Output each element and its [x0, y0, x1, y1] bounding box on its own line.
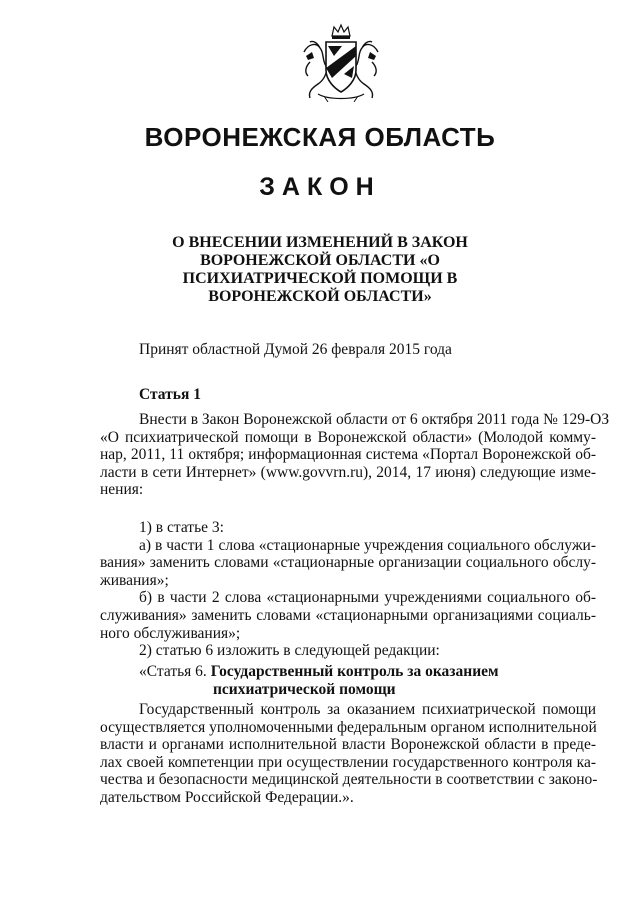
text-line: ного обслуживания»; — [100, 624, 241, 642]
text-line: б) в части 2 слова «стационарными учреждениями социального об- — [139, 589, 596, 607]
text-line: «О психиатрической помощи в Воронежской области» (Молодой комму- — [100, 428, 596, 446]
text-line: 1) в статье 3: — [139, 519, 224, 536]
text-line: ласти в сети Интернет» (www.govvrn.ru), 2014, 17 июня) следующие изме- — [100, 463, 596, 481]
text-line: живания»; — [100, 571, 169, 589]
law-title-line: ВОРОНЕЖСКОЙ ОБЛАСТИ «О — [200, 252, 440, 269]
region-title: ВОРОНЕЖСКАЯ ОБЛАСТЬ — [144, 122, 496, 152]
coat-of-arms-icon — [298, 22, 384, 102]
text-line: 2) статью 6 изложить в следующей редакции: — [139, 642, 440, 660]
amendments-list — [100, 519, 596, 660]
quoted-article-heading — [139, 663, 579, 698]
quoted-article-prefix: «Статья 6. — [139, 663, 207, 680]
article-intro — [100, 411, 610, 499]
document-type: ЗАКОН — [259, 173, 381, 201]
law-title — [150, 234, 490, 306]
text-line: дательством Российской Федерации.». — [100, 788, 354, 806]
text-line: служивания» заменить словами «стационарными организациями социаль- — [100, 606, 596, 624]
text-line: Внести в Закон Воронежской области от 6 октября 2011 года № 129-ОЗ — [139, 411, 610, 428]
text-line: нар, 2011, 11 октября; информационная система «Портал Воронежской об- — [100, 446, 596, 464]
adoption-date: Принят областной Думой 26 февраля 2015 года — [139, 341, 452, 358]
text-line: Государственный контроль за оказанием психиатрической помощи — [139, 701, 596, 718]
text-line: лах своей компетенции при осуществлении государственного контроля ка- — [100, 753, 596, 771]
text-line: осуществляется уполномоченными федеральным органом исполнительной — [100, 718, 597, 736]
text-line: власти и органами исполнительной власти Воронежской области в преде- — [100, 736, 596, 754]
text-line: чества и безопасности медицинской деятельности в соответствии с законо- — [100, 771, 598, 789]
text-line: а) в части 1 слова «стационарные учреждения социального обслужи- — [139, 536, 596, 554]
law-title-line: О ВНЕСЕНИИ ИЗМЕНЕНИЙ В ЗАКОН — [172, 234, 468, 251]
article-heading: Статья 1 — [139, 386, 201, 403]
law-title-line: ПСИХИАТРИЧЕСКОЙ ПОМОЩИ В — [182, 270, 458, 287]
law-title-line: ВОРОНЕЖСКОЙ ОБЛАСТИ» — [208, 288, 432, 305]
quoted-article-title-cont: психиатрической помощи — [213, 680, 396, 698]
text-line: нения: — [100, 481, 144, 499]
quoted-article-title: Государственный контроль за оказанием — [210, 663, 499, 680]
text-line: вания» заменить словами «стационарные организации социального обслу- — [100, 554, 596, 572]
quoted-article-body — [100, 701, 596, 807]
